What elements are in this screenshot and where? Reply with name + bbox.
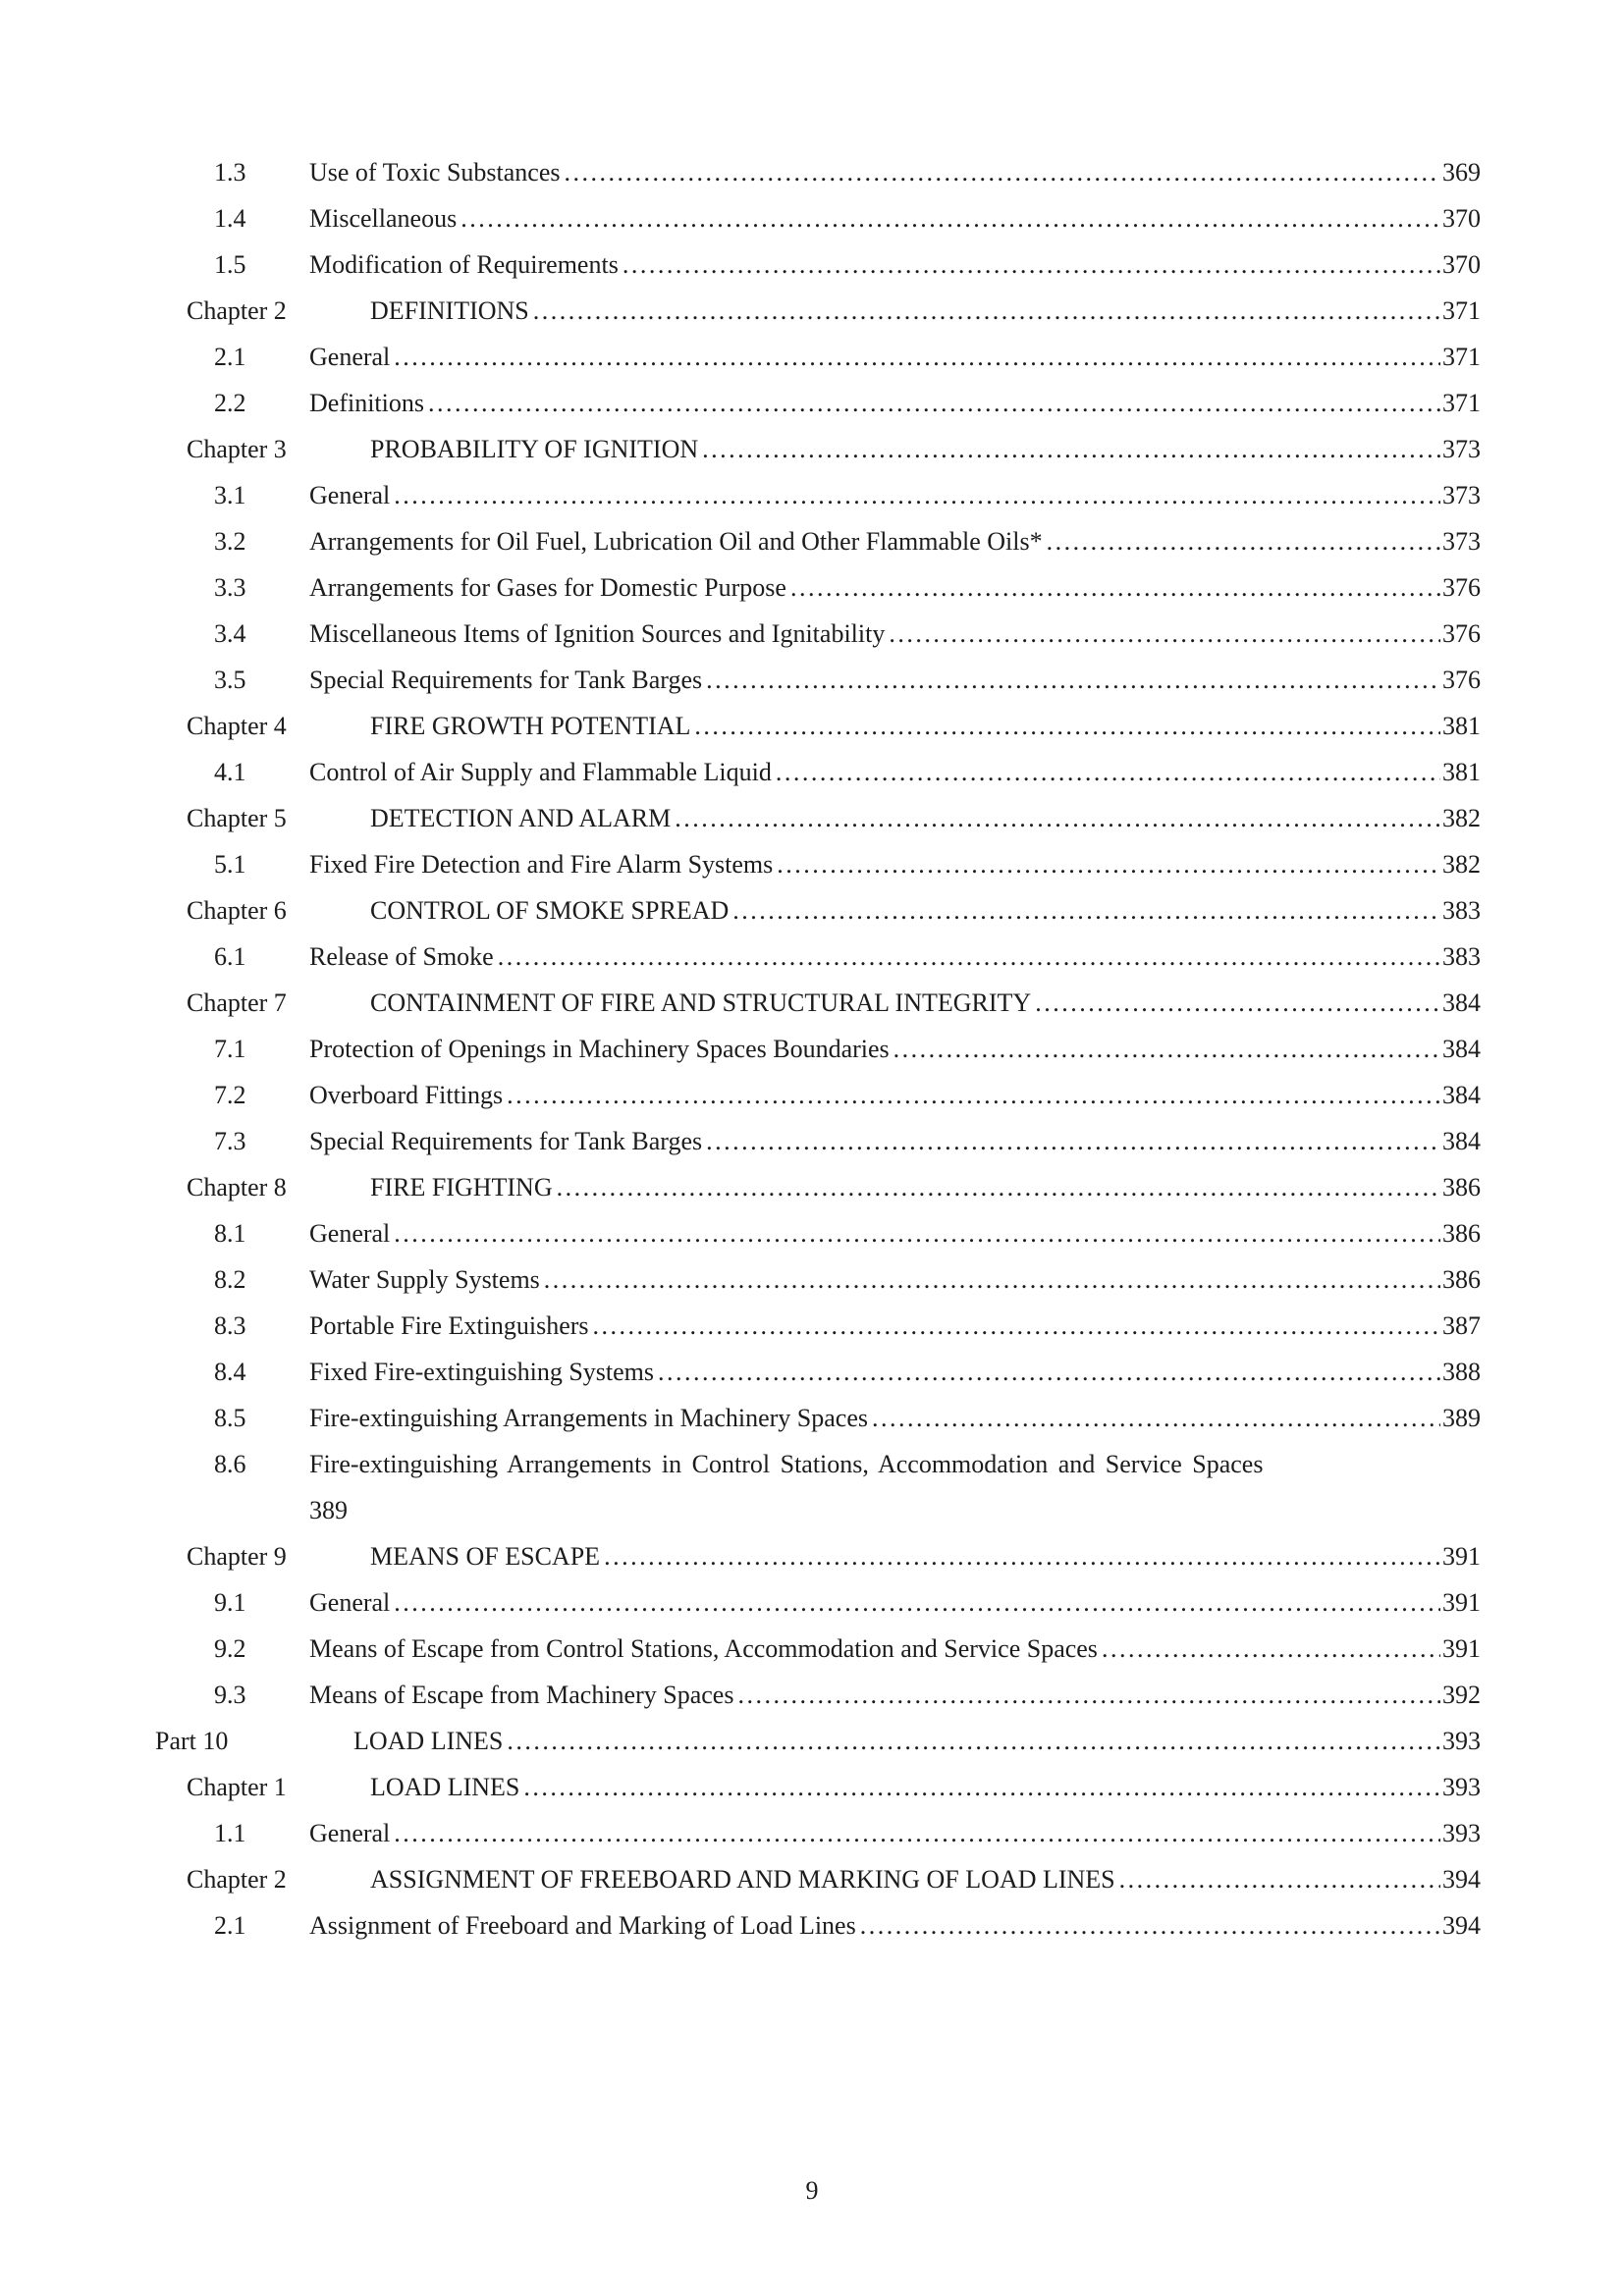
toc-entry (0, 149, 1624, 195)
toc-entry-page: 384 (1442, 988, 1481, 1017)
toc-entry-page: 371 (1442, 389, 1481, 417)
toc-entry-page: 371 (1442, 343, 1481, 371)
toc-entry-number: Chapter 5 (187, 804, 287, 832)
toc-entry-title: Protection of Openings in Machinery Spaces Boundaries (309, 1035, 890, 1063)
toc-entry-number: 9.3 (214, 1681, 246, 1709)
toc-leader-dots (1102, 1626, 1440, 1672)
toc-entry (0, 1672, 1624, 1718)
toc-entry-title: CONTROL OF SMOKE SPREAD (370, 896, 730, 925)
toc-entry-number: 2.1 (214, 1911, 246, 1940)
toc-leader-dots (658, 1349, 1440, 1395)
toc-leader-dots (776, 749, 1440, 795)
toc-entry-title: PROBABILITY OF IGNITION (370, 435, 699, 463)
toc-entry-title: Fixed Fire Detection and Fire Alarm Systems (309, 850, 774, 879)
toc-entry-page: 373 (1442, 481, 1481, 509)
toc-entry (0, 334, 1624, 380)
toc-entry-title: Miscellaneous Items of Ignition Sources and Ignitability (309, 619, 886, 648)
toc-entry-page: 393 (1442, 1773, 1481, 1801)
toc-entry-title: Special Requirements for Tank Barges (309, 666, 703, 694)
toc-leader-dots (872, 1395, 1440, 1441)
toc-entry-page: 383 (1442, 942, 1481, 971)
toc-leader-dots (507, 1072, 1440, 1118)
toc-entry (0, 1902, 1624, 1949)
toc-entry-number: 8.4 (214, 1358, 246, 1386)
toc-entry-page: 382 (1442, 804, 1481, 832)
toc-entry-number: Chapter 8 (187, 1173, 287, 1201)
toc-entry (0, 288, 1624, 334)
toc-entry-title: General (309, 1219, 391, 1248)
toc-entry-number: 8.3 (214, 1311, 246, 1340)
toc-entry-page: 371 (1442, 296, 1481, 325)
toc-entry (0, 1764, 1624, 1810)
toc-entry-title: DETECTION AND ALARM (370, 804, 672, 832)
toc-entry (0, 841, 1624, 887)
toc-entry-number: Chapter 7 (187, 988, 287, 1017)
toc-entry-page: 376 (1442, 666, 1481, 694)
toc-entry-page: 381 (1442, 712, 1481, 740)
toc-entry-title: General (309, 343, 391, 371)
toc-leader-dots (706, 1118, 1440, 1164)
toc-entry-title: Fire-extinguishing Arrangements in Control Stations, Accommodation and Service Spaces (309, 1450, 1264, 1478)
toc-entry-title: DEFINITIONS (370, 296, 529, 325)
toc-entry-page: 376 (1442, 619, 1481, 648)
toc-entry-title: Assignment of Freeboard and Marking of Load Lines (309, 1911, 856, 1940)
toc-entry (0, 380, 1624, 426)
toc-entry-title: General (309, 1819, 391, 1847)
toc-entry-number: 2.1 (214, 343, 246, 371)
toc-entry (0, 426, 1624, 472)
toc-leader-dots (1047, 518, 1440, 564)
toc-entry-number: 1.5 (214, 250, 246, 279)
toc-entry-number: 4.1 (214, 758, 246, 786)
toc-entry (0, 1210, 1624, 1256)
toc-leader-dots (507, 1718, 1440, 1764)
toc-entry-title: Arrangements for Gases for Domestic Purpose (309, 573, 786, 602)
toc-entry-number: 8.2 (214, 1265, 246, 1294)
toc-leader-dots (565, 149, 1441, 195)
toc-entry-page: 373 (1442, 527, 1481, 556)
toc-leader-dots (394, 1210, 1440, 1256)
toc-entry (0, 518, 1624, 564)
toc-entry-page: 384 (1442, 1127, 1481, 1155)
toc-entry-page: 391 (1442, 1634, 1481, 1663)
toc-entry-title: General (309, 481, 391, 509)
toc-entry-number: Part 10 (155, 1727, 229, 1755)
toc-entry-number: 8.6 (214, 1450, 246, 1478)
toc-entry (0, 703, 1624, 749)
toc-entry (0, 1533, 1624, 1579)
toc-entry (0, 1026, 1624, 1072)
toc-entry (0, 472, 1624, 518)
toc-entry-number: 8.5 (214, 1404, 246, 1432)
toc-leader-dots (394, 334, 1440, 380)
toc-entry-number: Chapter 4 (187, 712, 287, 740)
toc-entry-page: 384 (1442, 1035, 1481, 1063)
toc-entry (0, 195, 1624, 241)
toc-entry-page: 392 (1442, 1681, 1481, 1709)
toc-entry-number: 6.1 (214, 942, 246, 971)
toc-entry-number: Chapter 3 (187, 435, 287, 463)
toc-leader-dots (889, 611, 1440, 657)
toc-entry-title: FIRE GROWTH POTENTIAL (370, 712, 691, 740)
toc-entry-page: 381 (1442, 758, 1481, 786)
toc-entry-title: Release of Smoke (309, 942, 494, 971)
toc-entry (0, 980, 1624, 1026)
toc-entry-page: 370 (1442, 250, 1481, 279)
toc-entry-page: 376 (1442, 573, 1481, 602)
toc-entry-page: 370 (1442, 204, 1481, 233)
toc-entry-title: Definitions (309, 389, 424, 417)
toc-leader-dots (1119, 1856, 1440, 1902)
toc-leader-dots (702, 426, 1440, 472)
toc-leader-dots (893, 1026, 1440, 1072)
toc-leader-dots (460, 195, 1440, 241)
toc-leader-dots (860, 1902, 1440, 1949)
toc-entry (0, 1303, 1624, 1349)
toc-entry-number: 8.1 (214, 1219, 246, 1248)
toc-entry-title: Portable Fire Extinguishers (309, 1311, 589, 1340)
toc-entry (0, 1626, 1624, 1672)
toc-entry-page: 383 (1442, 896, 1481, 925)
toc-entry-page: 394 (1442, 1865, 1481, 1894)
toc-entry-number: 9.1 (214, 1588, 246, 1617)
toc-entry-page: 389 (1442, 1404, 1481, 1432)
toc-entry-number: 5.1 (214, 850, 246, 879)
toc-entry-number: Chapter 6 (187, 896, 287, 925)
toc-entry-title: Modification of Requirements (309, 250, 619, 279)
toc-entry-number: 9.2 (214, 1634, 246, 1663)
footer-page-number: 9 (805, 2176, 819, 2205)
toc-entry (0, 795, 1624, 841)
toc-entry (0, 1856, 1624, 1902)
toc-entry-number: 3.3 (214, 573, 246, 602)
toc-leader-dots (533, 288, 1440, 334)
toc-leader-dots (593, 1303, 1440, 1349)
toc-entry-title: LOAD LINES (370, 1773, 520, 1801)
toc-entry (0, 1256, 1624, 1303)
toc-leader-dots (394, 1810, 1440, 1856)
toc-entry-page: 394 (1442, 1911, 1481, 1940)
toc-entry-page: 386 (1442, 1173, 1481, 1201)
toc-entry (0, 1072, 1624, 1118)
toc-leader-dots (694, 703, 1440, 749)
toc-entry (0, 1810, 1624, 1856)
toc-entry-page: 386 (1442, 1265, 1481, 1294)
toc-entry (0, 241, 1624, 288)
toc-entry-page: 391 (1442, 1542, 1481, 1571)
toc-entry-page: 391 (1442, 1588, 1481, 1617)
toc-entry-page: 389 (309, 1496, 348, 1524)
toc-entry-title: FIRE FIGHTING (370, 1173, 553, 1201)
toc-entry-page: 382 (1442, 850, 1481, 879)
toc-leader-dots (777, 841, 1440, 887)
toc-entry (0, 657, 1624, 703)
toc-leader-dots (706, 657, 1440, 703)
toc-entry-number: Chapter 9 (187, 1542, 287, 1571)
toc-leader-dots (675, 795, 1440, 841)
toc-leader-dots (790, 564, 1440, 611)
toc-entry-number: Chapter 1 (187, 1773, 287, 1801)
toc-leader-dots (544, 1256, 1440, 1303)
toc-leader-dots (498, 934, 1440, 980)
toc-entry-number: 2.2 (214, 389, 246, 417)
toc-leader-dots (523, 1764, 1440, 1810)
toc-entry (0, 1579, 1624, 1626)
toc-entry (0, 1441, 1624, 1533)
toc-leader-dots (604, 1533, 1440, 1579)
toc-entry (0, 1118, 1624, 1164)
toc-entry-number: 1.1 (214, 1819, 246, 1847)
toc-entry-title: Miscellaneous (309, 204, 458, 233)
toc-leader-dots (428, 380, 1440, 426)
toc-entry (0, 887, 1624, 934)
toc-entry-page: 369 (1442, 158, 1481, 187)
toc-entry (0, 934, 1624, 980)
toc-entry-title: Overboard Fittings (309, 1081, 504, 1109)
toc-leader-dots (394, 1579, 1440, 1626)
toc-entry (0, 1395, 1624, 1441)
toc-entry (0, 1349, 1624, 1395)
toc-entry-page: 373 (1442, 435, 1481, 463)
toc-entry-title: Water Supply Systems (309, 1265, 540, 1294)
toc-entry-title: Fire-extinguishing Arrangements in Machinery Spaces (309, 1404, 868, 1432)
toc-entry-page: 387 (1442, 1311, 1481, 1340)
toc-entry-title: MEANS OF ESCAPE (370, 1542, 601, 1571)
toc-entry-number: 3.1 (214, 481, 246, 509)
toc-entry-title: Means of Escape from Machinery Spaces (309, 1681, 734, 1709)
toc-entry-title: Means of Escape from Control Stations, Accommodation and Service Spaces (309, 1634, 1098, 1663)
toc-leader-dots (394, 472, 1440, 518)
toc-entry-number: 7.2 (214, 1081, 246, 1109)
toc-leader-dots (557, 1164, 1440, 1210)
toc-entry-title: Arrangements for Oil Fuel, Lubrication Oil and Other Flammable Oils* (309, 527, 1043, 556)
toc-entry-title: Control of Air Supply and Flammable Liquid (309, 758, 772, 786)
toc-entry-page: 393 (1442, 1727, 1481, 1755)
toc-entry (0, 1718, 1624, 1764)
toc-entry-title: ASSIGNMENT OF FREEBOARD AND MARKING OF LOAD LINES (370, 1865, 1115, 1894)
toc-leader-dots (732, 887, 1440, 934)
toc-entry-page: 388 (1442, 1358, 1481, 1386)
toc-entry-page: 386 (1442, 1219, 1481, 1248)
toc-entry-page: 393 (1442, 1819, 1481, 1847)
toc-entry-page: 384 (1442, 1081, 1481, 1109)
toc-entry (0, 611, 1624, 657)
toc-leader-dots (737, 1672, 1440, 1718)
toc-entry (0, 749, 1624, 795)
toc-entry-title: CONTAINMENT OF FIRE AND STRUCTURAL INTEGRITY (370, 988, 1032, 1017)
toc-entry-title: General (309, 1588, 391, 1617)
toc-entry-number: 3.2 (214, 527, 246, 556)
toc-entry-title: Use of Toxic Substances (309, 158, 561, 187)
toc-entry-title: Fixed Fire-extinguishing Systems (309, 1358, 654, 1386)
toc-leader-dots (623, 241, 1440, 288)
toc-entry-title: Special Requirements for Tank Barges (309, 1127, 703, 1155)
toc-entry-title: LOAD LINES (353, 1727, 504, 1755)
toc-entry (0, 564, 1624, 611)
toc-leader-dots (1035, 980, 1440, 1026)
toc-entry-number: 1.3 (214, 158, 246, 187)
toc-entry-number: 1.4 (214, 204, 246, 233)
toc-entry-number: Chapter 2 (187, 296, 287, 325)
toc-entry-number: 7.3 (214, 1127, 246, 1155)
toc-entry (0, 1164, 1624, 1210)
toc-entry-number: 3.5 (214, 666, 246, 694)
toc-entry-number: Chapter 2 (187, 1865, 287, 1894)
toc-entry-number: 3.4 (214, 619, 246, 648)
toc-entry-number: 7.1 (214, 1035, 246, 1063)
